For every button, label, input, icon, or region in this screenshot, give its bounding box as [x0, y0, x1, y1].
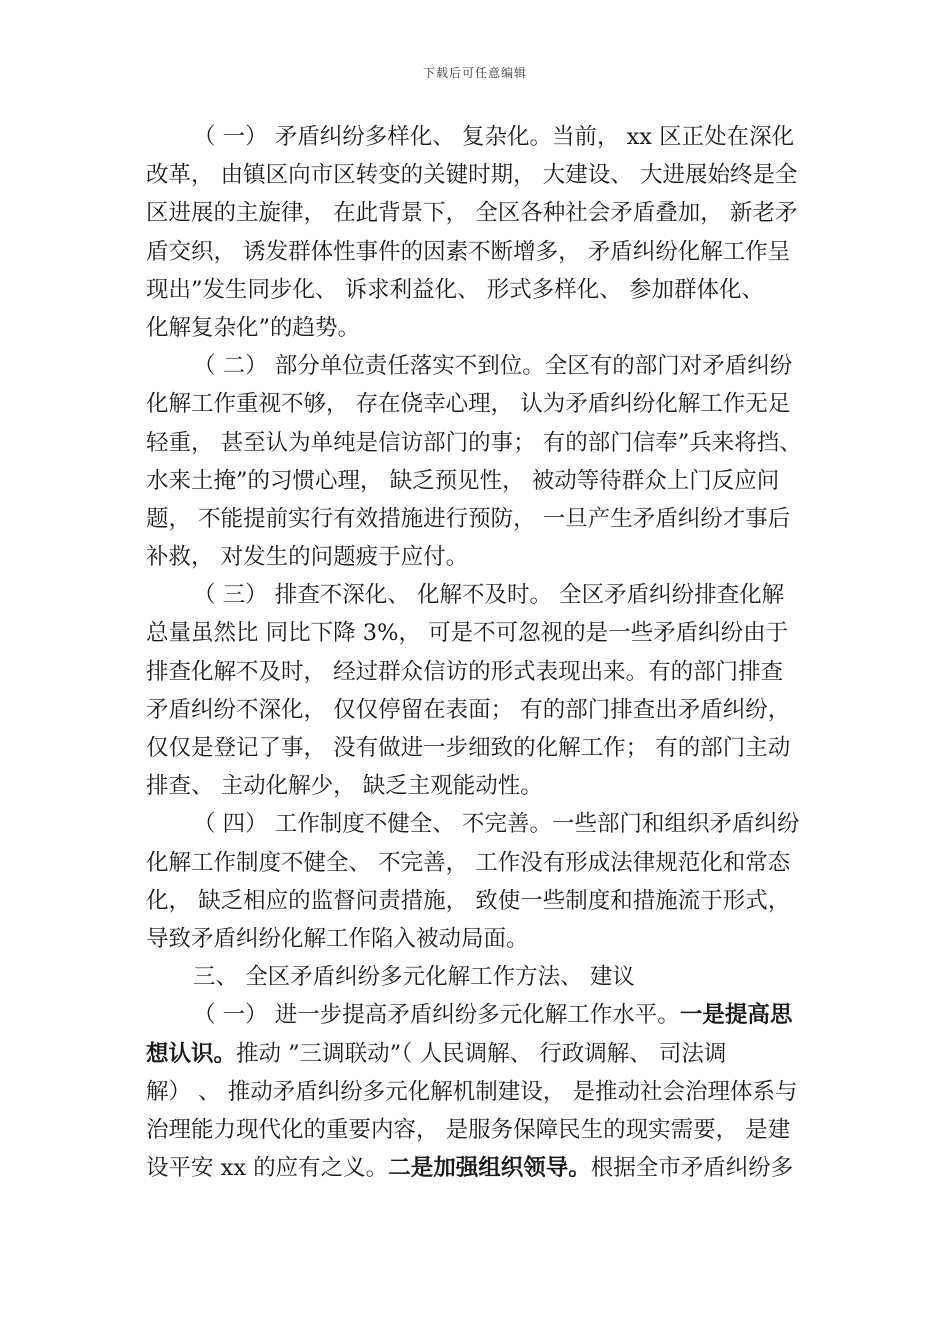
text-line: 解） 、 推动矛盾纠纷多元化解机制建设， 是推动社会治理体系与 — [146, 1078, 798, 1105]
text-line: 化解工作制度不健全、 不完善， 工作没有形成法律规范化和常态 — [146, 849, 791, 876]
text-line: （ 二） 部分单位责任落实不到位。全区有的部门对矛盾纠纷 — [193, 353, 793, 380]
text-line: （ 一） 进一步提高矛盾纠纷多元化解工作水平。一是提高思 — [193, 1002, 793, 1029]
text-line: 想认识。推动 ”三调联动”（ 人民调解、 行政调解、 司法调 — [146, 1040, 727, 1067]
text-line: 现出”发生同步化、 诉求利益化、 形式多样化、 参加群体化、 — [146, 276, 764, 303]
text-line: 轻重， 甚至认为单纯是信访部门的事； 有的部门信奉”兵来将挡、 — [146, 429, 802, 456]
text-line: （ 三） 排查不深化、 化解不及时。 全区矛盾纠纷排查化解 — [193, 582, 785, 609]
text-line: 补救， 对发生的问题疲于应付。 — [146, 544, 469, 571]
text-line: 总量虽然比 同比下降 3%， 可是不可忽视的是一些矛盾纠纷由于 — [146, 620, 789, 647]
text-line: 化解复杂化”的趋势。 — [146, 314, 361, 341]
text-line: （ 一） 矛盾纠纷多样化、 复杂化。当前， xx 区正处在深化 — [193, 124, 795, 150]
text-line: 化解工作重视不够， 存在侥幸心理， 认为矛盾纠纷化解工作无足 — [146, 391, 791, 418]
section-heading: 三、 全区矛盾纠纷多元化解工作方法、 建议 — [193, 964, 635, 991]
text-line: 区进展的主旋律， 在此背景下， 全区各种社会矛盾叠加， 新老矛 — [146, 200, 798, 227]
bold-lead: 想认识。 — [146, 1040, 237, 1067]
text-line: （ 四） 工作制度不健全、 不完善。一些部门和组织矛盾纠纷 — [193, 811, 800, 838]
text-line: 水来土掩”的习惯心理， 缺乏预见性， 被动等待群众上门反应问 — [146, 467, 780, 494]
text-line: 排查、 主动化解少， 缺乏主观能动性。 — [146, 773, 543, 800]
text-line: 设平安 xx 的应有之义。二是加强组织领导。根据全市矛盾纠纷多 — [146, 1155, 794, 1182]
text-line: 化， 缺乏相应的监督问责措施， 致使一些制度和措施流于形式， — [146, 887, 791, 914]
bold-lead: 一是提高思 — [679, 1002, 793, 1029]
text-line: 改革， 由镇区向市区转变的关键时期， 大建设、 大进展始终是全 — [146, 162, 798, 189]
text-line: 导致矛盾纠纷化解工作陷入被动局面。 — [146, 925, 529, 952]
text-line: 盾交织， 诱发群体性事件的因素不断增多， 矛盾纠纷化解工作呈 — [146, 238, 791, 265]
bold-lead: 二是加强组织领导。 — [388, 1155, 591, 1182]
text-line: 仅仅是登记了事， 没有做进一步细致的化解工作； 有的部门主动 — [146, 735, 791, 761]
text-line: 题， 不能提前实行有效措施进行预防， 一旦产生矛盾纠纷才事后 — [146, 505, 791, 532]
text-line: 排查化解不及时， 经过群众信访的形式表现出来。有的部门排查 — [146, 658, 784, 685]
text-line: 治理能力现代化的重要内容， 是服务保障民生的现实需要， 是建 — [146, 1116, 791, 1143]
page-header: 下载后可任意编辑 — [422, 66, 527, 80]
text-line: 矛盾纠纷不深化， 仅仅停留在表面； 有的部门排查出矛盾纠纷， — [146, 696, 791, 723]
document-body — [146, 118, 808, 1187]
